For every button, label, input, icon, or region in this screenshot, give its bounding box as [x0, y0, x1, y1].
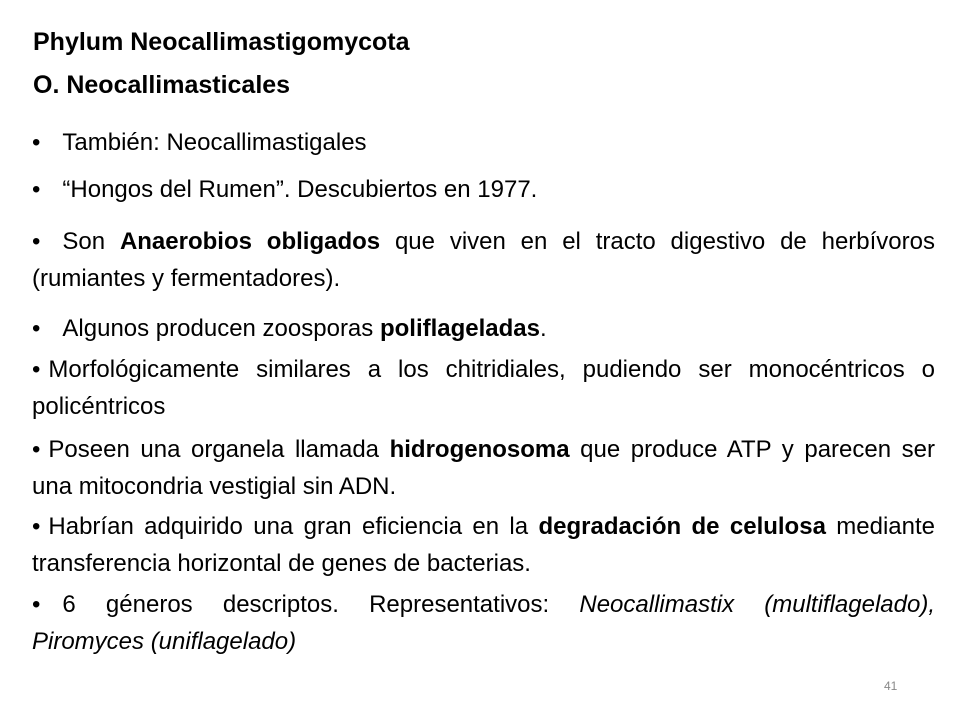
- bullet-text: “Hongos del Rumen”. Descubiertos en 1977.: [62, 176, 538, 203]
- slide-number: 41: [884, 679, 898, 693]
- bullet-text-post: mediante transferencia horizontal de genes de bacterias.: [32, 513, 935, 577]
- bullet-dot-icon: •: [32, 591, 41, 618]
- bullet-item: [32, 508, 935, 582]
- bullet-item: [32, 124, 935, 161]
- bullet-text-italic: Neocallimastix (multiflagelado), Piromyces (uniflagelado): [32, 591, 935, 655]
- bullet-dot-icon: •: [32, 228, 41, 255]
- bullet-item: [32, 586, 935, 660]
- bullet-dot-icon: •: [32, 129, 41, 156]
- bullet-text-pre: Habrían adquirido una gran eficiencia en la: [48, 513, 539, 540]
- bullet-text: Morfológicamente similares a los chitridiales, pudiendo ser monocéntricos o policéntricos: [32, 356, 935, 420]
- slide-title-line-2: O. Neocallimasticales: [33, 71, 291, 99]
- bullet-item: [32, 310, 935, 347]
- bullet-text-pre: Poseen una organela llamada: [48, 436, 390, 463]
- bullet-item: [32, 351, 935, 425]
- bullet-text-pre: 6 géneros descriptos. Representativos:: [62, 591, 580, 618]
- bullet-dot-icon: •: [32, 513, 41, 540]
- bullet-text-bold: poliflageladas: [379, 315, 540, 342]
- bullet-text-post: que viven en el tracto digestivo de herbívoros (rumiantes y fermentadores).: [32, 228, 935, 292]
- slide-title-line-1: Phylum Neocallimastigomycota: [33, 28, 410, 56]
- bullet-item: [32, 171, 935, 208]
- bullet-text-pre: Son: [62, 228, 120, 255]
- bullet-text-bold: degradación de celulosa: [538, 513, 826, 540]
- bullet-dot-icon: •: [32, 315, 41, 342]
- bullet-text-post: .: [540, 315, 547, 342]
- bullet-dot-icon: •: [32, 356, 41, 383]
- bullet-item: [32, 223, 935, 297]
- bullet-dot-icon: •: [32, 176, 41, 203]
- bullet-text-bold: hidrogenosoma: [389, 436, 570, 463]
- bullet-dot-icon: •: [32, 436, 41, 463]
- bullet-text: También: Neocallimastigales: [62, 129, 367, 156]
- bullet-text-bold: Anaerobios obligados: [119, 228, 381, 255]
- bullet-text-pre: Algunos producen zoosporas: [62, 315, 380, 342]
- bullet-item: [32, 431, 935, 505]
- bullet-text-post: que produce ATP y parecen ser una mitocondria vestigial sin ADN.: [32, 436, 935, 500]
